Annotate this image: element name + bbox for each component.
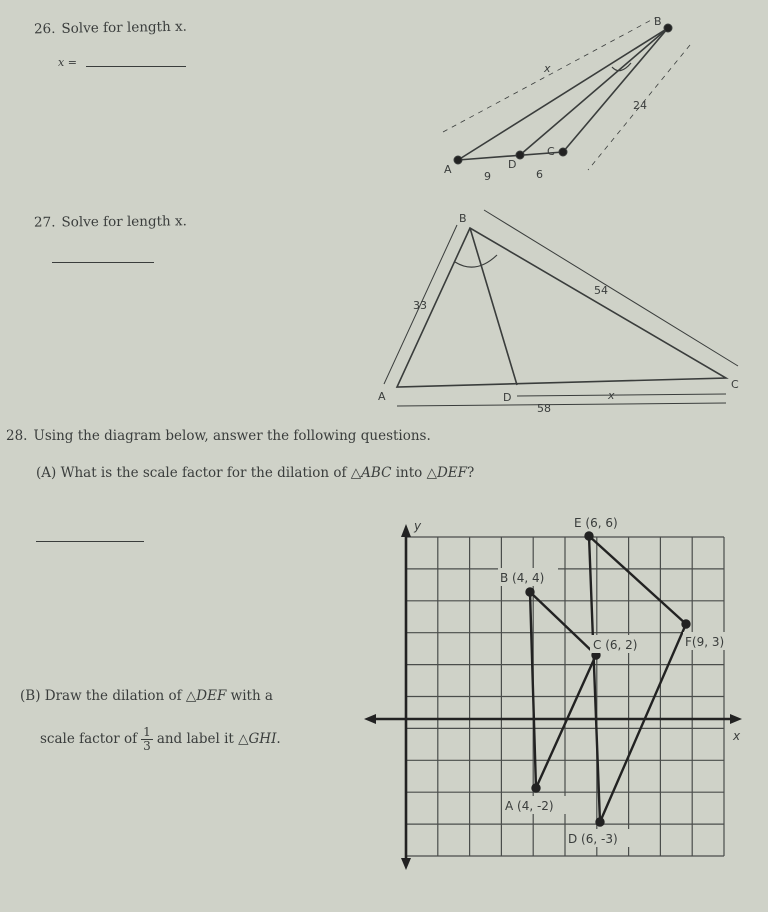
dimension-54 [484,210,738,366]
angle-arc [612,63,631,71]
question-28b-post: with a [226,688,273,704]
question-28a-label: (A) What is the scale factor for the dilation of [36,465,351,481]
label-d: D (6, -3) [568,832,618,846]
label-54: 54 [594,284,608,297]
figure-27 [384,210,738,406]
label-x-axis: x [733,729,741,743]
question-28-number: 28. [6,428,28,444]
fraction-denominator: 3 [143,739,151,753]
label-b: B (4, 4) [500,571,545,585]
figure-26 [443,18,690,170]
triangle-abc: △ABC [350,465,392,481]
point-a [454,156,462,164]
label-d-26: D [508,158,517,171]
question-28-prompt: Using the diagram below, answer the following questions. [33,428,431,444]
question-28a-mid: into [391,465,427,481]
label-x-27: x [608,389,615,402]
triangle-def: △DEF [426,465,467,481]
label-9: 9 [484,170,491,183]
question-26-prompt: Solve for length x. [61,18,188,37]
segment-ab [458,28,668,160]
point-e-grid [586,533,593,540]
label-33: 33 [413,299,427,312]
dimension-x [443,18,655,132]
segment-db [520,28,668,155]
point-f-grid [683,621,690,628]
question-27-number: 27. [33,214,56,231]
question-28b-scale-label: scale factor of [40,731,138,747]
question-26-answer-label: x = [58,56,77,69]
label-b-27: B [459,212,467,225]
question-28b-end: . [276,731,281,747]
triangle-def-b: △DEF [185,688,227,704]
label-a-27: A [378,390,386,403]
label-d-27: D [503,391,512,404]
question-28b-label-text: and label it [156,731,239,747]
label-e: E (6, 6) [574,516,618,530]
label-c-26: C [547,145,555,158]
point-a-grid [533,785,540,792]
question-28a-end: ? [467,465,475,481]
point-d [516,151,524,159]
label-a: A (4, -2) [505,799,554,813]
y-axis-arrow-down [401,858,411,870]
label-24: 24 [633,99,647,112]
label-a-26: A [444,163,452,176]
label-c-27: C [731,378,739,391]
label-6: 6 [536,168,543,181]
y-axis-arrow-up [401,524,411,537]
label-f: F(9, 3) [685,635,725,649]
question-27-prompt: Solve for length x. [61,213,187,231]
point-b [664,24,672,32]
triangle-ghi: △GHI [238,731,277,747]
triangle-def-grid [589,536,686,822]
point-b-grid [527,589,534,596]
angle-arc-27 [455,255,497,267]
dimension-58 [397,403,726,406]
point-c [559,148,567,156]
question-28b-pre: (B) Draw the dilation of [20,688,186,704]
label-y-axis: y [414,519,422,533]
segment-cb [563,28,668,152]
label-x-26: x [544,62,551,75]
fraction-numerator: 1 [143,725,151,739]
triangle-abc-grid [530,592,596,788]
x-axis-arrow-right [730,714,742,724]
triangle-abc-27 [397,228,726,387]
label-c: C (6, 2) [593,638,638,652]
label-b-26: B [654,15,662,28]
label-58: 58 [537,402,551,415]
point-d-grid [597,819,604,826]
question-26-number: 26. [33,20,56,38]
dimension-x-27 [517,394,726,396]
x-axis-arrow-left [364,714,376,724]
